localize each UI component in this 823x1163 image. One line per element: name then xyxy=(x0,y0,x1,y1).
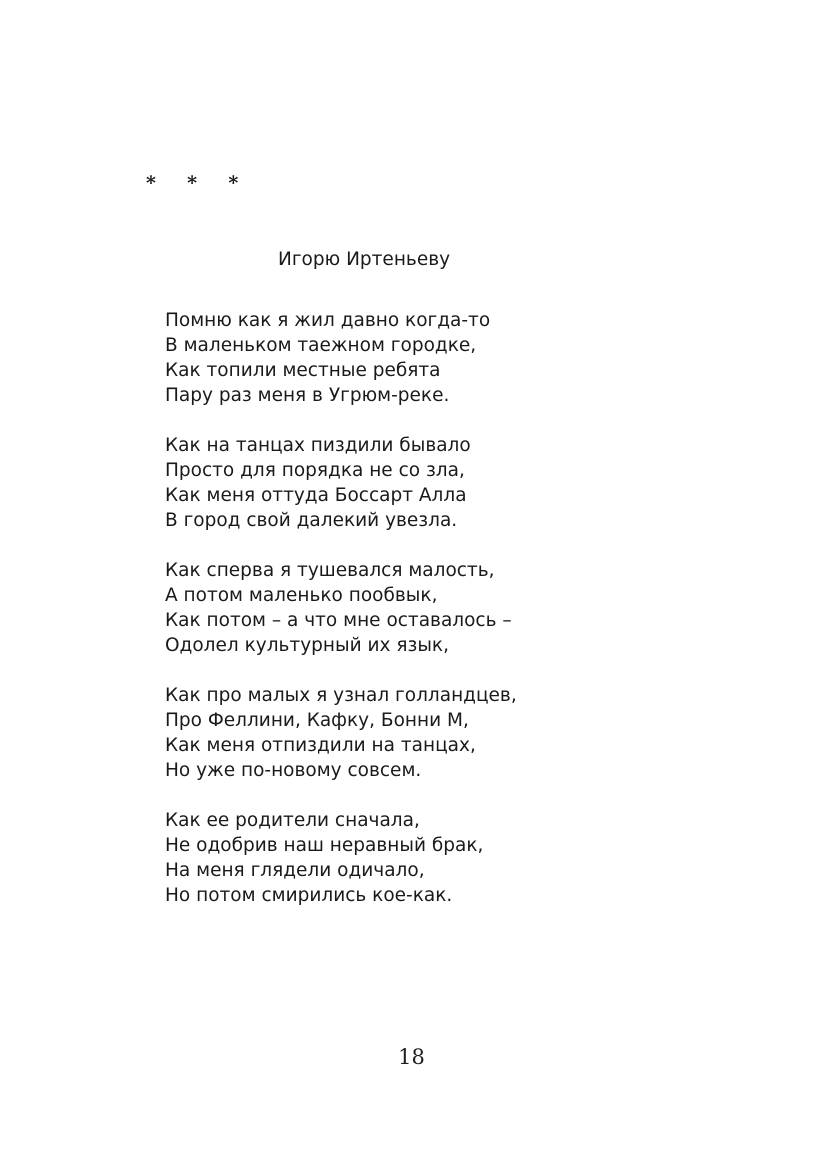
poem-line: Как меня оттуда Боссарт Алла xyxy=(165,485,467,506)
poem-line: Одолел культурный их язык, xyxy=(165,635,449,656)
poem-line: В город свой далекий увезла. xyxy=(165,510,458,531)
stanza xyxy=(165,808,705,908)
poem-stanzas xyxy=(165,308,705,908)
poem-dedication: Игорю Иртеньеву xyxy=(278,249,451,270)
poem-line: Как потом – а что мне оставалось – xyxy=(165,610,512,631)
poem-line: Пару раз меня в Угрюм-реке. xyxy=(165,385,450,406)
poem-body xyxy=(146,172,706,906)
stanza xyxy=(165,308,705,408)
poem-line: Про Феллини, Кафку, Бонни М, xyxy=(165,710,469,731)
asterisk-separator: * * * xyxy=(146,172,245,194)
stanza xyxy=(165,683,705,783)
poem-line: Как про малых я узнал голландцев, xyxy=(165,685,517,706)
poem-line: В маленьком таежном городке, xyxy=(165,335,477,356)
poem-line: Но уже по-новому совсем. xyxy=(165,760,422,781)
stanza xyxy=(165,433,705,533)
poem-line: А потом маленько пообвык, xyxy=(165,585,438,606)
stanza xyxy=(165,558,705,658)
poem-line: Как сперва я тушевался малость, xyxy=(165,560,495,581)
poem-line: Как меня отпиздили на танцах, xyxy=(165,735,476,756)
poem-line: Как топили местные ребята xyxy=(165,360,441,381)
poem-line: Как ее родители сначала, xyxy=(165,810,420,831)
poem-line: На меня глядели одичало, xyxy=(165,860,425,881)
poem-line: Просто для порядка не со зла, xyxy=(165,460,465,481)
poem-line: Но потом смирились кое-как. xyxy=(165,885,453,906)
page-number: 18 xyxy=(398,1045,425,1069)
poem-line: Не одобрив наш неравный брак, xyxy=(165,835,484,856)
poem-line: Как на танцах пиздили бывало xyxy=(165,435,471,456)
poem-line: Помню как я жил давно когда-то xyxy=(165,310,491,331)
